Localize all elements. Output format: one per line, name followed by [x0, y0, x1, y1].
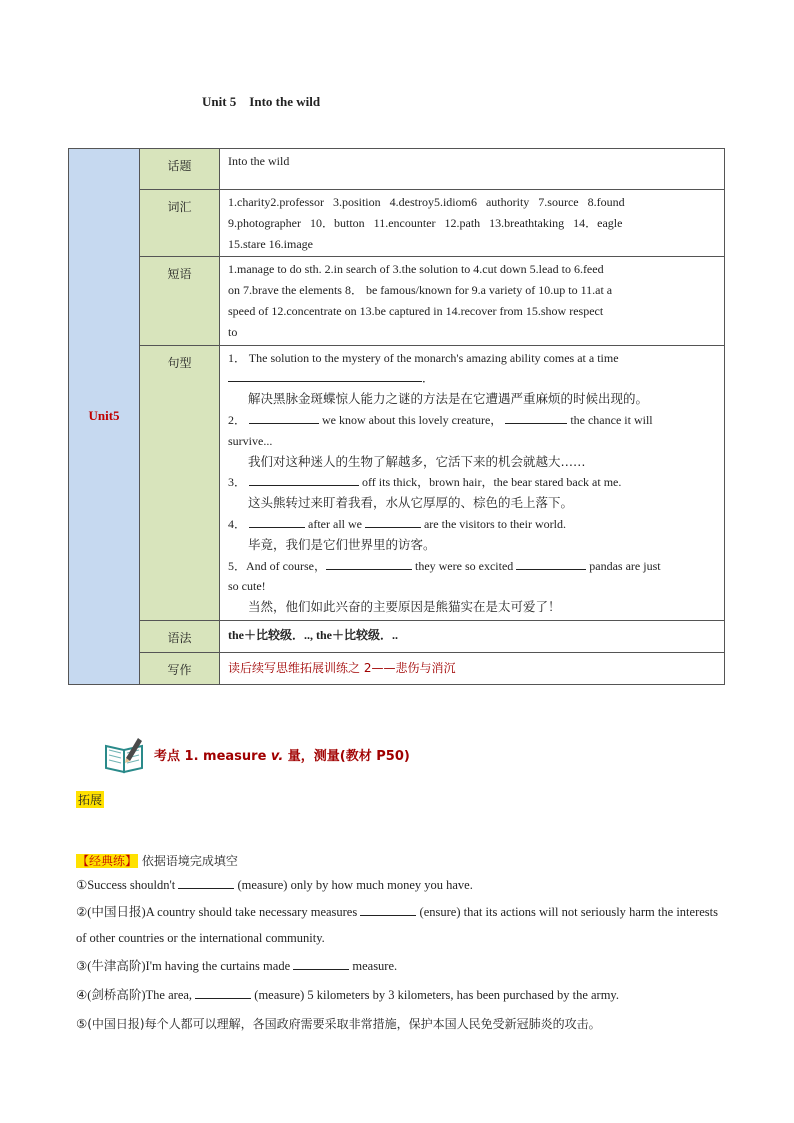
keypoint-heading: 考点 1. measure v. 量，测量(教材 P50) — [104, 734, 410, 774]
fill-blank[interactable] — [293, 956, 349, 970]
sentence-3: 3． off its thick，brown hair，the bear stared back at me. — [228, 472, 718, 493]
label-sentences: 句型 — [140, 345, 220, 620]
fill-blank[interactable] — [365, 514, 421, 528]
extension-label: 拓展 — [78, 793, 103, 807]
sentence-1: 1． The solution to the mystery of the monarch's amazing ability comes at a time — [228, 350, 619, 365]
exercise-item: ④(剑桥高阶)The area, (measure) 5 kilometers by 3 kilometers, has been purchased by the army. — [76, 987, 619, 1002]
row-topic — [69, 149, 725, 190]
fill-blank[interactable] — [249, 410, 319, 424]
sentence-list: 1． The solution to the mystery of the monarch's amazing ability comes at a time ． 解决黑脉金斑蝶惊人能力之谜的方法是在它遭遇严重麻烦的时候出现的。 2． we know about this lovely creature， the chance it will survive... 我们对这种迷人的生物了解越多，它活下来的机会就越大…… 3． off its thick，brown hair，the bear stared back at me. 这头熊转过来盯着我看，水从它厚厚的、棕色的毛上落下。 4． after all we are the visitors to their world. 毕竟，我们是它们世界里的访客。 5．And of course， they were so excited pandas are just so cute! 当然，他们如此兴奋的主要原因是熊猫实在是太可爱了！ — [220, 345, 725, 620]
phrase-list — [220, 257, 725, 345]
vocab-list — [220, 190, 725, 257]
exercise-item: ①Success shouldn't (measure) only by how much money you have. — [76, 877, 473, 892]
phrase-line: on 7.brave the elements 8． be famous/known for 9.a variety of 10.up to 11.at a — [228, 283, 613, 298]
exercise-item: ⑤(中国日报)每个人都可以理解，各国政府需要采取非常措施，保护本国人民免受新冠肺炎的攻击。 — [76, 1016, 601, 1031]
book-pencil-icon — [104, 734, 148, 774]
phrase-line: 1.manage to do sth. 2.in search of 3.the solution to 4.cut down 5.lead to 6.feed — [228, 262, 604, 277]
unit-outline-table — [68, 148, 725, 685]
sentence-2-translation: 我们对这种迷人的生物了解越多，它活下来的机会就越大…… — [248, 453, 586, 469]
sentence-4-translation: 毕竟，我们是它们世界里的访客。 — [248, 536, 436, 552]
sentence-5-translation: 当然，他们如此兴奋的主要原因是熊猫实在是太可爱了！ — [248, 599, 561, 615]
exercise-item: ③(牛津高阶)I'm having the curtains made measure. — [76, 958, 398, 973]
sentence-4: 4． after all we are the visitors to their world. — [228, 514, 718, 535]
fill-blank[interactable] — [516, 556, 586, 570]
label-topic: 话题 — [140, 149, 220, 190]
vocab-line: 1.charity2.professor 3.position 4.destroy5.idiom6 authority 7.source 8.found — [228, 195, 625, 209]
label-grammar: 语法 — [140, 620, 220, 652]
label-phrases: 短语 — [140, 257, 220, 345]
unit-label: Unit5 — [69, 149, 140, 685]
grammar-text: the＋比较级．.., the＋比较级．.. — [220, 620, 725, 652]
fill-blank[interactable] — [228, 368, 422, 382]
vocab-line: 9.photographer 10．button 11.encounter 12.path 13.breathtaking 14．eagle — [228, 215, 623, 230]
fill-blank[interactable] — [326, 556, 412, 570]
vocab-line: 15.stare 16.image — [228, 236, 313, 251]
sentence-1-translation: 解决黑脉金斑蝶惊人能力之谜的方法是在它遭遇严重麻烦的时候出现的。 — [248, 391, 649, 407]
fill-blank[interactable] — [178, 875, 234, 889]
exercise-item: ②(中国日报)A country should take necessary measures (ensure) that its actions will not seriously harm the interests of other countries or the international community. — [76, 904, 718, 945]
sentence-2: 2． we know about this lovely creature， the chance it will — [228, 410, 718, 431]
page-title: Unit 5 Into the wild — [202, 94, 321, 109]
fill-blank[interactable] — [195, 985, 251, 999]
sentence-5: 5．And of course， they were so excited pandas are just — [228, 556, 718, 577]
fill-blank[interactable] — [360, 902, 416, 916]
fill-blank[interactable] — [249, 472, 359, 486]
practice-instruction: 依据语境完成填空 — [141, 854, 238, 868]
fill-blank[interactable] — [249, 514, 305, 528]
practice-heading — [76, 852, 238, 869]
fill-blank[interactable] — [505, 410, 567, 424]
phrase-line: to — [228, 324, 238, 339]
label-writing: 写作 — [140, 652, 220, 684]
row-vocab — [69, 190, 725, 257]
practice-tag: 【经典练】 — [77, 854, 138, 868]
topic-text: Into the wild — [220, 149, 725, 190]
row-phrases — [69, 257, 725, 345]
writing-text: 读后续写思维拓展训练之 2——悲伤与消沉 — [220, 652, 725, 684]
row-sentences — [69, 345, 725, 620]
sentence-3-translation: 这头熊转过来盯着我看，水从它厚厚的、棕色的毛上落下。 — [248, 495, 574, 511]
row-writing — [69, 652, 725, 684]
phrase-line: speed of 12.concentrate on 13.be captured in 14.recover from 15.show respect — [228, 303, 604, 318]
row-grammar — [69, 620, 725, 652]
label-vocab: 词汇 — [140, 190, 220, 257]
